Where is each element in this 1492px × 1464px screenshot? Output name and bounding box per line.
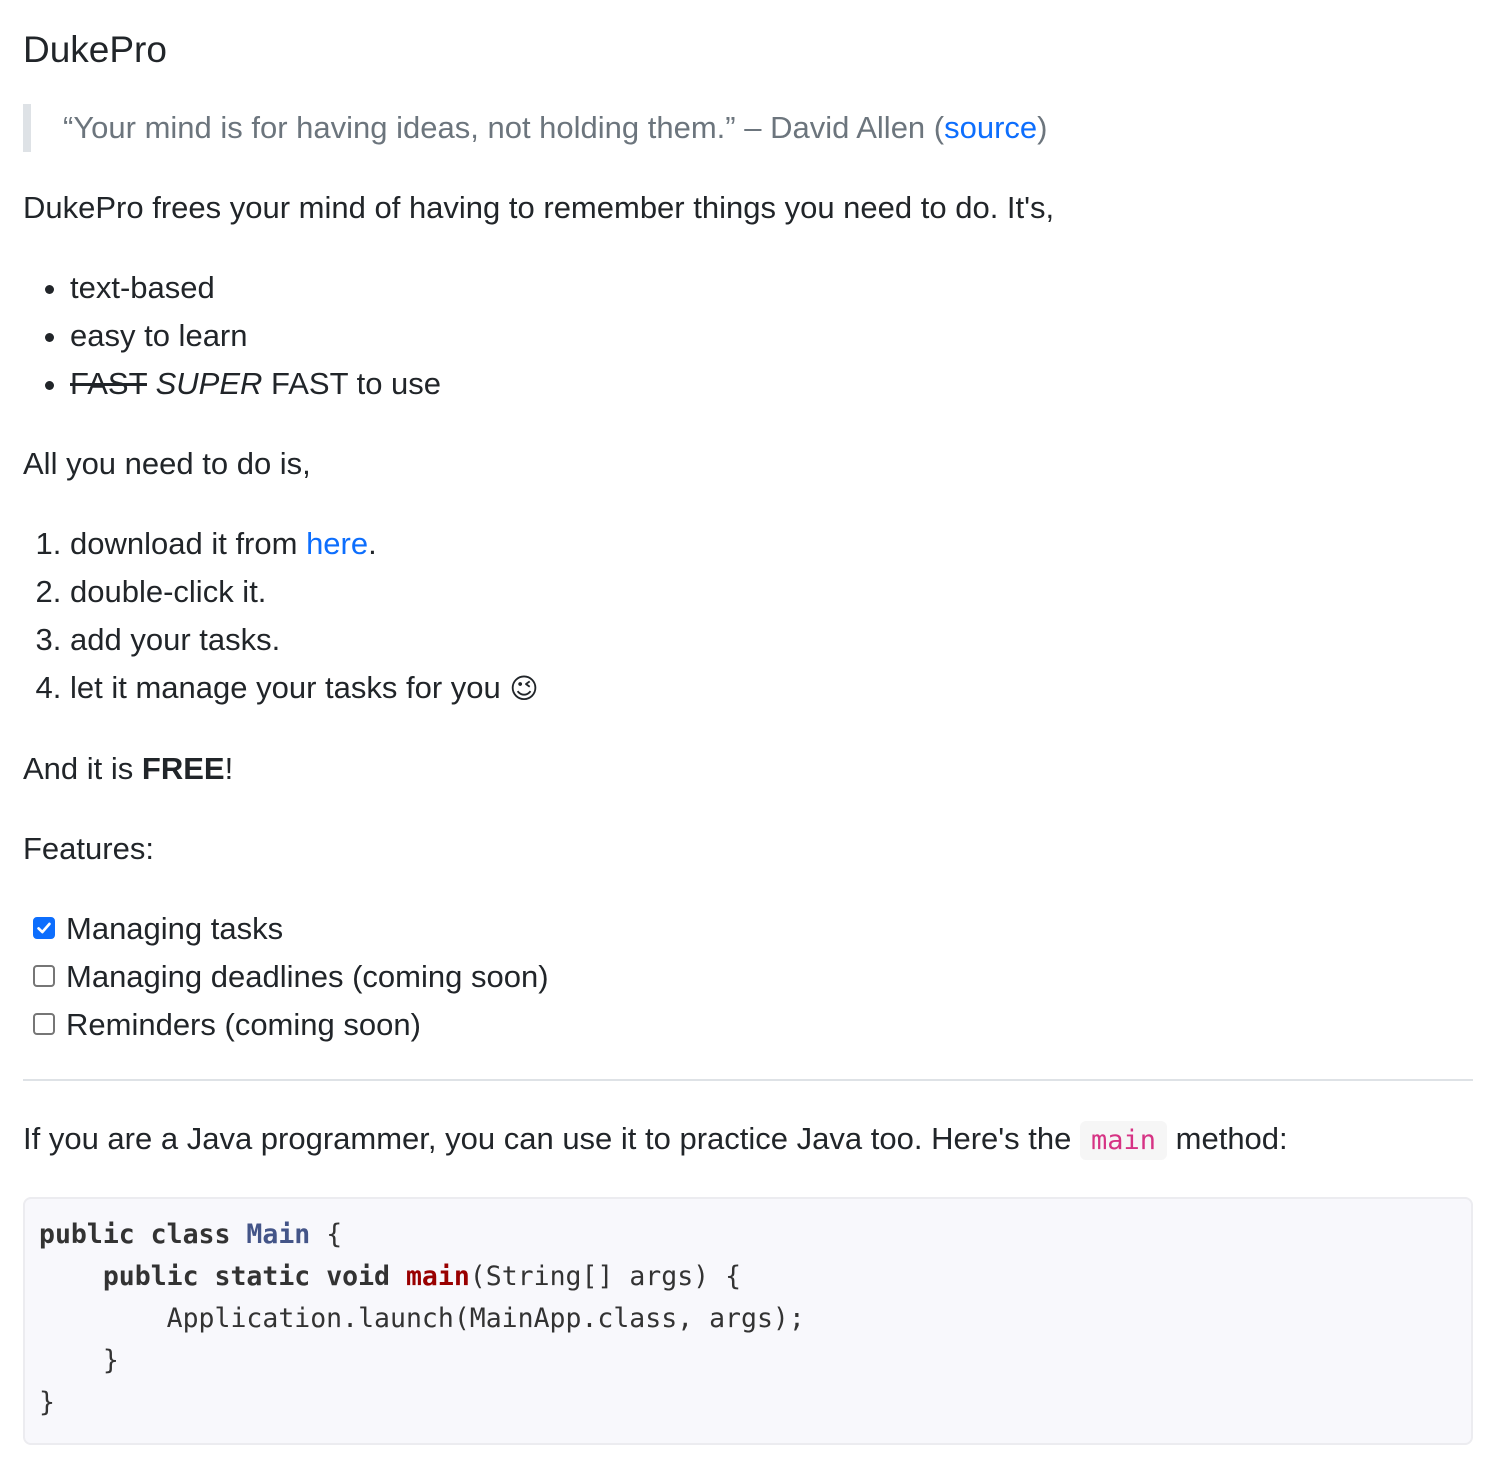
page-title: DukePro: [23, 29, 167, 70]
task-label: Managing tasks: [66, 911, 284, 946]
emphasis-text: SUPER: [155, 366, 263, 401]
list-item: [70, 664, 1473, 713]
list-item-text: FAST to use: [262, 366, 442, 401]
source-link[interactable]: source: [944, 110, 1038, 145]
list-item: [70, 520, 1473, 568]
quote-block: [23, 104, 1473, 152]
checkbox-unchecked[interactable]: [33, 1013, 55, 1035]
free-text: And it is: [23, 751, 142, 786]
wink-emoji-icon: 😉: [509, 673, 539, 704]
code-indent: [39, 1261, 103, 1292]
steps-list: [23, 520, 1473, 713]
code-line: }: [39, 1345, 119, 1376]
task-item: [33, 905, 1473, 953]
code-keyword: public class: [39, 1219, 247, 1250]
list-item: [70, 360, 1473, 408]
java-paragraph: [23, 1115, 1473, 1165]
quote-suffix: ): [1037, 110, 1048, 145]
free-bold: FREE: [141, 751, 225, 786]
java-suffix: method:: [1167, 1121, 1288, 1156]
struck-text: FAST: [70, 366, 147, 401]
code-class-name: Main: [246, 1219, 311, 1250]
code-line: }: [39, 1387, 55, 1418]
list-item: 2. double-click it.: [70, 568, 1473, 616]
task-label: Managing deadlines (coming soon): [66, 959, 549, 994]
step-text: .: [368, 526, 377, 561]
checkbox-checked[interactable]: [33, 917, 55, 939]
checkmark-icon: [35, 919, 53, 937]
task-item: [33, 953, 1473, 1001]
features-task-list: [23, 905, 1473, 1049]
free-paragraph: [23, 745, 1473, 793]
task-item: [33, 1001, 1473, 1049]
list-item: 3. add your tasks.: [70, 616, 1473, 664]
code-function-name: main: [405, 1261, 470, 1292]
task-label: Reminders (coming soon): [66, 1007, 421, 1042]
intro-paragraph: DukePro frees your mind of having to remember things you need to do. It's,: [23, 190, 1055, 225]
qualities-list: [23, 264, 1473, 408]
free-suffix: !: [224, 751, 234, 786]
step-text: let it manage your tasks for you: [70, 670, 510, 705]
inline-code: main: [1080, 1121, 1167, 1160]
quote-text: “Your mind is for having ideas, not holding them.” – David Allen (: [63, 110, 945, 145]
list-item: • text-based: [70, 264, 1473, 312]
code-text: (String[] args) {: [469, 1261, 742, 1292]
steps-intro: All you need to do is,: [23, 446, 311, 481]
checkbox-unchecked[interactable]: [33, 965, 55, 987]
code-line: Application.launch(MainApp.class, args);: [39, 1303, 805, 1334]
download-link[interactable]: here: [306, 526, 369, 561]
java-text: If you are a Java programmer, you can use it to practice Java too. Here's the: [23, 1121, 1080, 1156]
code-keyword: public static void: [102, 1261, 406, 1292]
features-label: Features:: [23, 831, 154, 866]
list-item: • easy to learn: [70, 312, 1473, 360]
divider: [23, 1079, 1473, 1081]
step-text: download it from: [70, 526, 307, 561]
code-text: {: [310, 1219, 343, 1250]
code-block: [23, 1197, 1473, 1445]
